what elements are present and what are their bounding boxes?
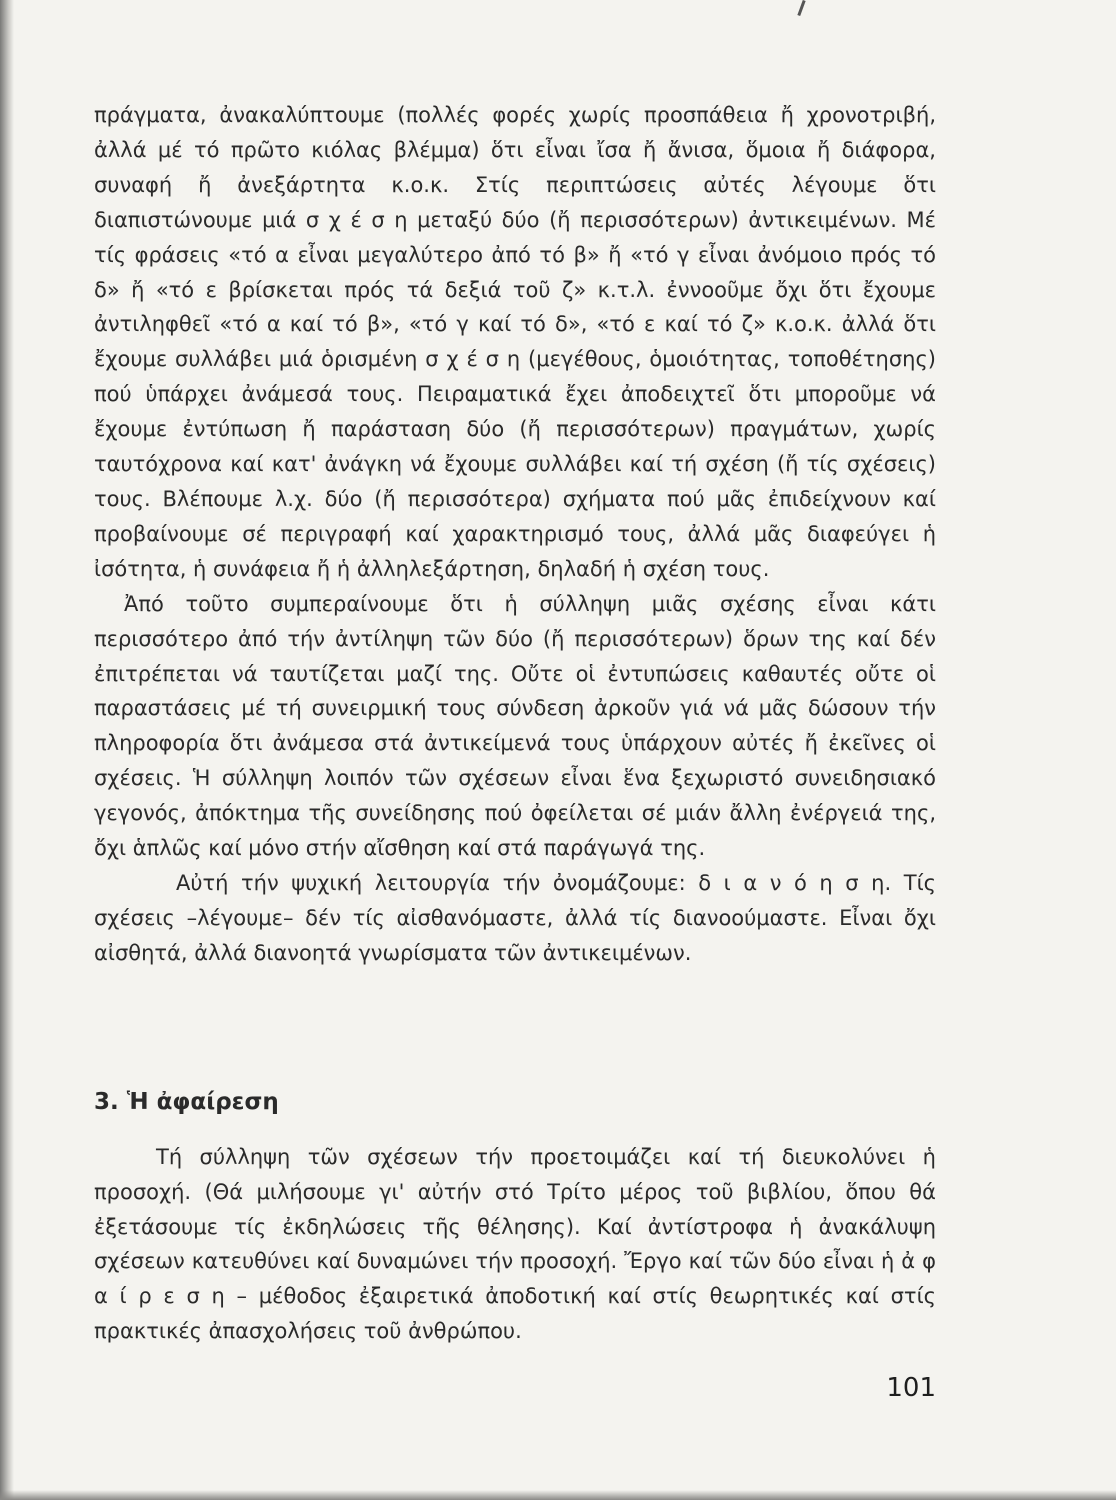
text-block-main <box>94 98 936 971</box>
pen-mark <box>797 0 805 16</box>
paragraph-4: Τή σύλληψη τῶν σχέσεων τήν προετοιμάζει καί τή διευκολύνει ἡ προσοχή. (Θά μιλήσουμε γι' αὐτήν στό Τρίτο μέρος τοῦ βιβλίου, ὅπου θά ἐξετάσουμε τίς ἐκδηλώσεις τῆς θέλησης). Καί ἀντίστροφα ἡ ἀνακάλυψη σχέσεων κατευθύνει καί δυναμώνει τήν προσοχή. Ἔργο καί τῶν δύο εἶναι ἡ ἀ φ α ί ρ ε σ η – μέθοδος ἐξαιρετικά ἀποδοτική καί στίς θεωρητικές καί στίς πρακτικές ἀπασχολήσεις τοῦ ἀνθρώπου. <box>94 1145 936 1343</box>
paragraph-3: Αὐτή τήν ψυχική λειτουργία τήν ὀνομάζουμε: δ ι α ν ό η σ η. Τίς σχέσεις –λέγουμε– δέν τίς αἰσθανόμαστε, ἀλλά τίς διανοούμαστε. Εἶναι ὄχι αἰσθητά, ἀλλά διανοητά γνωρίσματα τῶν ἀντικειμένων. <box>94 870 936 965</box>
section-heading: 3. Ἡ ἀφαίρεση <box>94 1089 279 1115</box>
page-bottom-shadow <box>0 1490 1116 1500</box>
paragraph-2: Ἀπό τοῦτο συμπεραίνουμε ὅτι ἡ σύλληψη μιᾶς σχέσης εἶναι κάτι περισσότερο ἀπό τήν ἀντίληψη τῶν δύο (ἤ περισσότερων) ὅρων της καί δέν ἐπιτρέπεται νά ταυτίζεται μαζί της. Οὔτε οἱ ἐντυπώσεις καθαυτές οὔτε οἱ παραστάσεις μέ τή συνειρμική τους σύνδεση ἀρκοῦν γιά νά μᾶς δώσουν τήν πληροφορία ὅτι ἀνάμεσα στά ἀντικείμενά τους ὑπάρχουν αὐτές ἤ ἐκεῖνες οἱ σχέσεις. Ἡ σύλληψη λοιπόν τῶν σχέσεων εἶναι ἕνα ξεχωριστό συνειδησιακό γεγονός, ἀπόκτημα τῆς συνείδησης πού ὀφείλεται σέ μιάν ἄλλη ἐνέργειά της, ὄχι ἁπλῶς καί μόνο στήν αἴσθηση καί στά παράγωγά της. <box>94 591 936 861</box>
page-number: 101 <box>886 1373 936 1403</box>
page-binding-shadow <box>0 0 14 1500</box>
text-block-section <box>94 1140 936 1349</box>
paragraph-1: πράγματα, ἀνακαλύπτουμε (πολλές φορές χωρίς προσπάθεια ἤ χρονοτριβή, ἀλλά μέ τό πρῶτο κιόλας βλέμμα) ὅτι εἶναι ἴσα ἤ ἄνισα, ὅμοια ἤ διάφορα, συναφή ἤ ἀνεξάρτητα κ.ο.κ. Στίς περιπτώσεις αὐτές λέγουμε ὅτι διαπιστώνουμε μιά σ χ έ σ η μεταξύ δύο (ἤ περισσότερων) ἀντικειμένων. Μέ τίς φράσεις «τό α εἶναι μεγαλύτερο ἀπό τό β» ἤ «τό γ εἶναι ἀνόμοιο πρός τό δ» ἤ «τό ε βρίσκεται πρός τά δεξιά τοῦ ζ» κ.τ.λ. ἐννοοῦμε ὄχι ὅτι ἔχουμε ἀντιληφθεῖ «τό α καί τό β», «τό γ καί τό δ», «τό ε καί τό ζ» κ.ο.κ. ἀλλά ὅτι ἔχουμε συλλάβει μιά ὁρισμένη σ χ έ σ η (μεγέθους, ὁμοιότητας, τοποθέτησης) πού ὑπάρχει ἀνάμεσά τους. Πειραματικά ἔχει ἀποδειχτεῖ ὅτι μποροῦμε νά ἔχουμε ἐντύπωση ἤ παράσταση δύο (ἤ περισσότερων) πραγμάτων, χωρίς ταυτόχρονα καί κατ' ἀνάγκη νά ἔχουμε συλλάβει καί τή σχέση (ἤ τίς σχέσεις) τους. Βλέπουμε λ.χ. δύο (ἤ περισσότερα) σχήματα πού μᾶς ἐπιδείχνουν καί προβαίνουμε σέ περιγραφή καί χαρακτηρισμό τους, ἀλλά μᾶς διαφεύγει ἡ ἰσότητα, ἡ συνάφεια ἤ ἡ ἀλληλεξάρτηση, δηλαδή ἡ σχέση τους. <box>94 103 936 581</box>
